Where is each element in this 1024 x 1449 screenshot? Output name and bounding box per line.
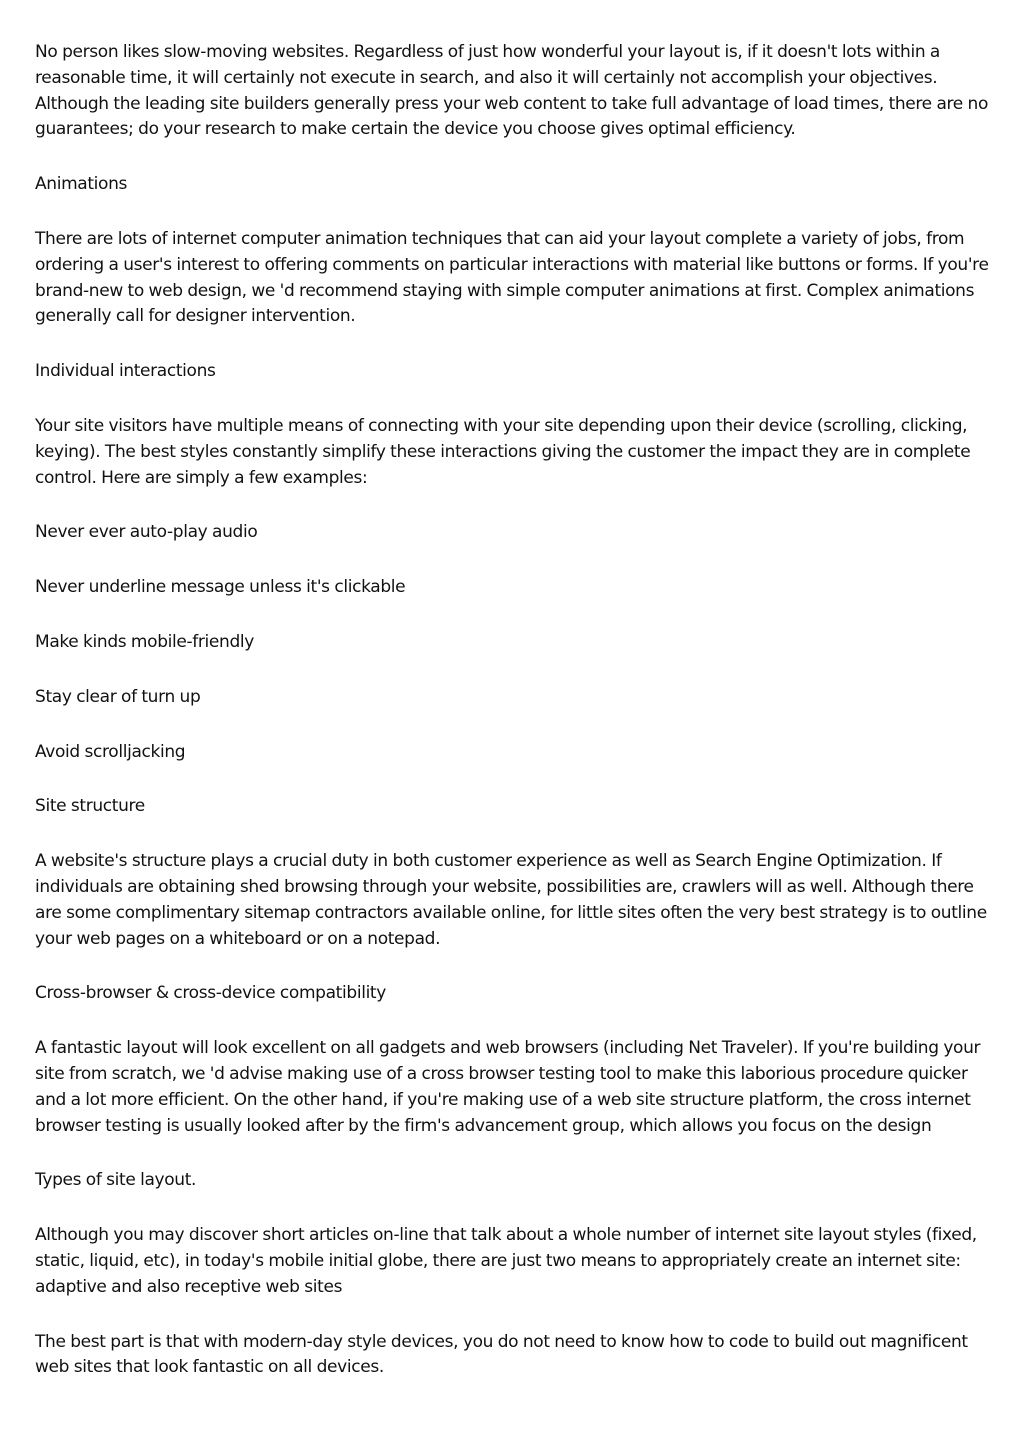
heading-layout-types: Types of site layout. [35,1170,197,1191]
list-item: Never underline message unless it's clickable [35,577,406,598]
paragraph-intro: No person likes slow-moving websites. Regardless of just how wonderful your layout is, if it doesn't lots within a reasonable time, it will certainly not execute in search, and also it will certainly not accomplish your objectives. Although the leading site builders generally press your web content to take full advantage of load times, there are no guarantees; do your research to make certain the device you choose gives optimal efficiency. [35,42,989,140]
paragraph-compatibility: A fantastic layout will look excellent on all gadgets and web browsers (including Net Traveler). If you're building your site from scratch, we 'd advise making use of a cross browser testing tool to make this laborious procedure quicker and a lot more efficient. On the other hand, if you're making use of a web site structure platform, the cross internet browser testing is usually looked after by the firm's advancement group, which allows you focus on the design [35,1038,981,1136]
list-item: Never ever auto-play audio [35,522,258,543]
document-body [35,40,993,1410]
paragraph-interactions: Your site visitors have multiple means of connecting with your site depending upon their device (scrolling, clicking, keying). The best styles constantly simplify these interactions giving the customer the impact they are in complete control. Here are simply a few examples: [35,415,971,488]
heading-compatibility: Cross-browser & cross-device compatibility [35,983,386,1004]
list-item: Avoid scrolljacking [35,741,186,762]
paragraph-animations: There are lots of internet computer animation techniques that can aid your layout complete a variety of jobs, from ordering a user's interest to offering comments on particular interactions with material like buttons or forms. If you're brand-new to web design, we 'd recommend staying with simple computer animations at first. Complex animations generally call for designer intervention. [35,228,989,327]
list-item: Stay clear of turn up [35,686,201,707]
list-item: Make kinds mobile-friendly [35,631,254,652]
paragraph-layout-types: Although you may discover short articles on-line that talk about a whole number of internet site layout styles (fixed, static, liquid, etc), in today's mobile initial globe, there are just two means to appropriately create an internet site: adaptive and also receptive web sites [35,1225,977,1297]
heading-animations: Animations [35,174,128,195]
paragraph-site-structure: A website's structure plays a crucial duty in both customer experience as well as Search Engine Optimization. If individuals are obtaining shed browsing through your website, possibilities are, crawlers will as well. Although there are some complimentary sitemap contractors available online, for little sites often the very best strategy is to outline your web pages on a whiteboard or on a notepad. [35,851,987,949]
paragraph-closing: The best part is that with modern-day style devices, you do not need to know how to code to build out magnificent web sites that look fantastic on all devices. [35,1331,968,1378]
heading-site-structure: Site structure [35,796,145,817]
heading-individual-interactions: Individual interactions [35,361,216,382]
